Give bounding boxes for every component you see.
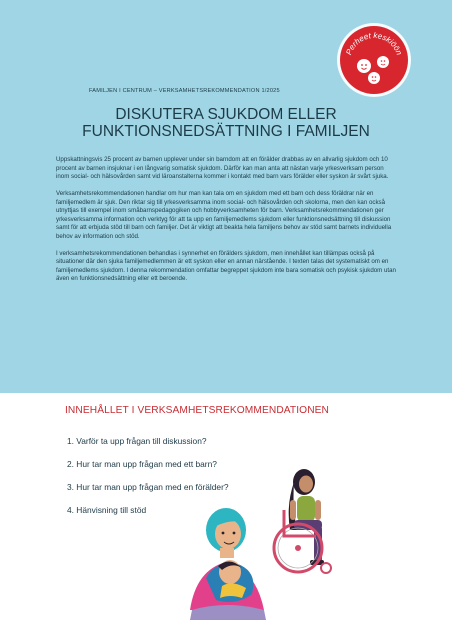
title-line-2: FUNKTIONSNEDSÄTTNING I FAMILJEN (82, 123, 370, 140)
paragraph: Uppskattningsvis 25 procent av barnen upplever under sin barndom att en förälder drabbas av en allvarlig sjukdom och 10 procent av barnen insjuknar i en långvarig somatisk sjukdom. Därför kan man anta att nästan varje yrkesverksam person inom social- och hälsovården samt vid läroanstalterna kommer i kontakt med barn vars förälder eller syskon är svårt sjuka. (56, 156, 389, 180)
body-text (56, 156, 398, 292)
list-item: 2. Hur tar man upp frågan med ett barn? (67, 459, 217, 469)
series-label: FAMILJEN I CENTRUM – VERKSAMHETSREKOMMENDATION 1/2025 (89, 88, 280, 94)
title-line-1: DISKUTERA SJUKDOM ELLER (115, 106, 337, 123)
page-title (60, 106, 392, 140)
contents-heading: INNEHÅLLET I VERKSAMHETSREKOMMENDATIONEN (65, 405, 330, 416)
paragraph: Verksamhetsrekommendationen handlar om hur man kan tala om en sjukdom med ett barn och dess föräldrar när en familjemedlem är sjuk. Den riktar sig till yrkesverksamma inom social- och hälsovården och skolorna, men den kan också utnyttjas till exempel inom småbarnspedagogiken och hobbyverksamheten för barn. Verksamhetsrekommendationen ger yrkesverksamma information och verktyg för att ta upp en familjemedlems sjukdom eller funktionsnedsättning till diskussion samt för att erbjuda stöd till barn och familjer. Det är viktigt att beakta hela familjens behov av stöd samt barnets individuella behov av information och stöd. (56, 190, 392, 240)
logo-badge-icon (336, 22, 412, 98)
wheelchair-person (274, 469, 331, 573)
paragraph: I verksamhetsrekommendationen behandlas i synnerhet en förälders sjukdom, men innehållet kan tillämpas också på situationer där den sjuka familjemedlemmen är ett syskon eller en annan närstående. I texten talas det systematiskt om en familjemedlems sjukdom. I denna rekommendation omfattar begreppet sjukdom inte bara somatisk och psykisk sjukdom utan även en funktionsnedsättning eller ett beroende. (56, 249, 396, 282)
parent-with-child (190, 508, 266, 620)
family-illustration (186, 460, 366, 625)
list-item: 4. Hänvisning till stöd (67, 505, 147, 515)
list-item: 3. Hur tar man upp frågan med en förälder? (67, 482, 229, 492)
list-item: 1. Varför ta upp frågan till diskussion? (67, 436, 207, 446)
logo-text: Perheet keskiöön (344, 30, 404, 57)
